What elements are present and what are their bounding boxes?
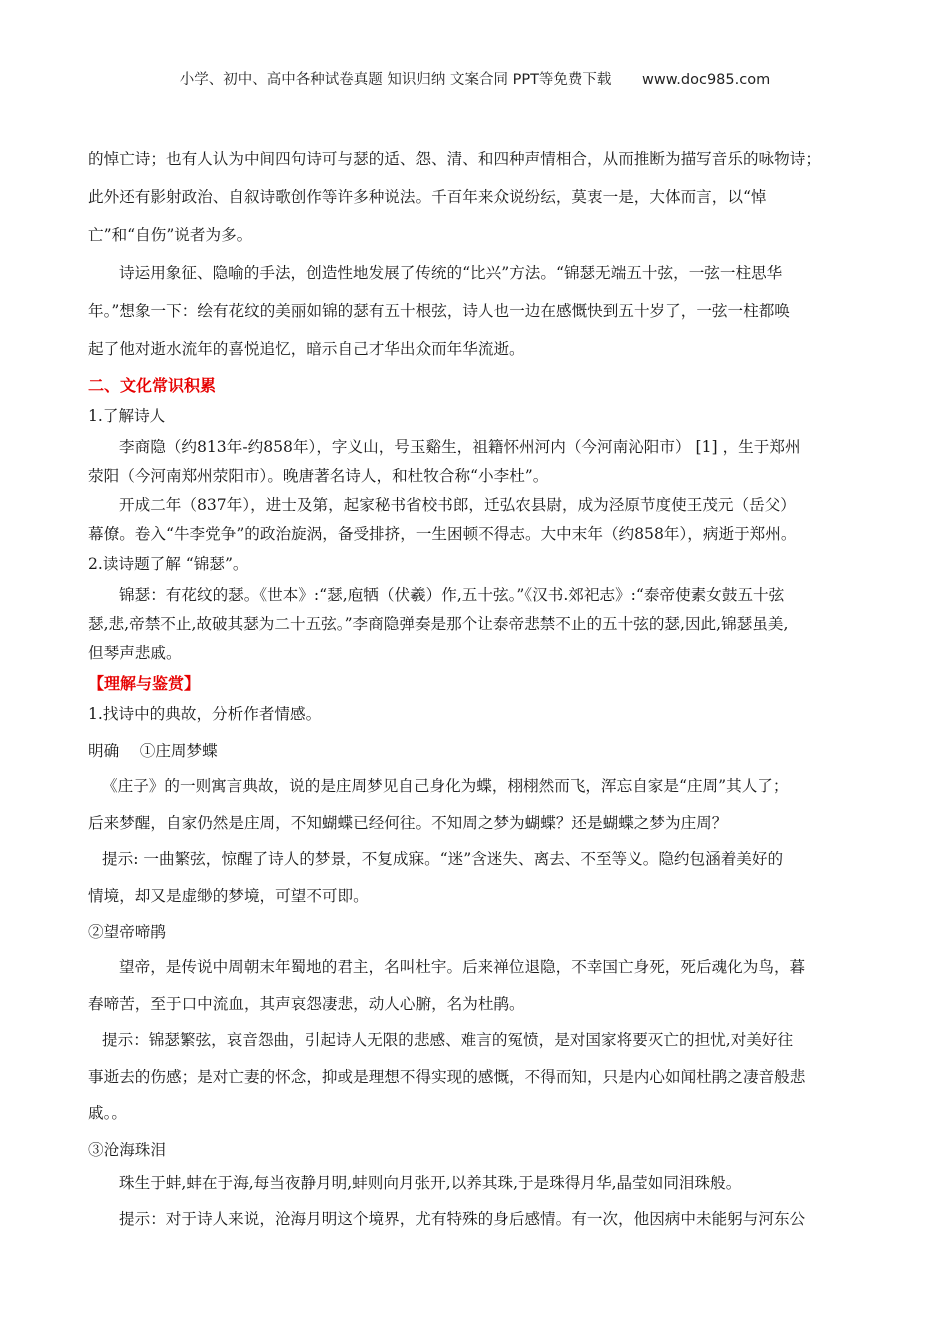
answer-label: 明确 ①庄周梦蝶 [88,742,218,760]
intro-para2-line: 年。”想象一下：绘有花纹的美丽如锦的瑟有五十根弦，诗人也一边在感慨快到五十岁了，一弦一柱都唤 [88,302,790,320]
hint-text: 戚。。 [88,1104,127,1122]
section-heading: 【理解与鉴赏】 [88,674,201,693]
intro-para2-line: 诗运用象征、隐喻的手法，创造性地发展了传统的“比兴”方法。“锦瑟无端五十弦，一弦一柱思华 [119,264,783,282]
answer-label: ③沧海珠泪 [88,1140,166,1159]
poet-line: 开成二年（837年），进士及第，起家秘书省校书郎，迁弘农县尉，成为泾原节度使王茂元（岳父） [119,496,796,514]
answer-label: ②望帝啼鹃 [88,923,166,941]
header-site[interactable]: www.doc985.com [642,72,771,88]
hint-text: 提示: 一曲繁弦，惊醒了诗人的梦景，不复成寐。“迷”含迷失、离去、不至等义。隐约包涵着美好的 [102,850,784,868]
question: 1.找诗中的典故，分析作者情感。 [88,705,322,723]
answer-text: 望帝，是传说中周朝末年蜀地的君主，名叫杜宇。后来禅位退隐，不幸国亡身死，死后魂化为鸟，暮 [119,958,806,976]
poet-line: 幕僚。卷入“牛李党争”的政治旋涡，备受排挤，一生困顿不得志。大中末年（约858年），病逝于郑州。 [88,525,797,543]
hint-text: 情境，却又是虚缈的梦境，可望不可即。 [88,886,369,905]
page-header [0,68,950,89]
section-heading: 二、文化常识积累 [88,376,217,395]
intro-para2-line: 起了他对逝水流年的喜悦追忆，暗示自己才华出众而年华流逝。 [88,340,525,358]
hint-text: 提示：对于诗人来说，沧海月明这个境界，尤有特殊的身后感情。有一次，他因病中未能躬与河东公 [119,1210,806,1228]
answer-text: 后来梦醒，自家仍然是庄周，不知蝴蝶已经何往。不知周之梦为蝴蝶？还是蝴蝶之梦为庄周？ [88,813,728,832]
intro-line: 的悼亡诗；也有人认为中间四句诗可与瑟的适、怨、清、和四种声情相合，从而推断为描写音乐的咏物诗； [88,150,821,168]
jinse-line: 瑟,悲,帝禁不止,故破其瑟为二十五弦。”李商隐弹奏是那个让泰帝悲禁不止的五十弦的瑟,因此,锦瑟虽美, [88,615,789,633]
intro-line: 此外还有影射政治、自叙诗歌创作等许多种说法。千百年来众说纷纭，莫衷一是，大体而言，以“悼 [88,188,767,206]
answer-text: 春啼苦，至于口中流血，其声哀怨凄悲，动人心腑，名为杜鹃。 [88,994,525,1013]
subheading: 2.读诗题了解 “锦瑟”。 [88,555,249,573]
hint-text: 提示：锦瑟繁弦，哀音怨曲，引起诗人无限的悲感、难言的冤愤，是对国家将要灭亡的担忧,对美好往 [102,1031,794,1049]
intro-line: 亡”和“自伤”说者为多。 [88,226,253,244]
jinse-line: 锦瑟：有花纹的瑟。《世本》:“瑟,庖牺（伏羲）作,五十弦。”《汉书.郊祀志》:“泰帝使素女鼓五十弦 [119,586,785,604]
document-body [88,140,872,1238]
header-text: 小学、初中、高中各种试卷真题 知识归纳 文案合同 PPT等免费下载 [179,72,612,88]
poet-line: 荥阳（今河南郑州荥阳市）。晚唐著名诗人，和杜牧合称“小李杜”。 [88,467,549,485]
answer-text: 《庄子》的一则寓言典故，说的是庄周梦见自己身化为蝶，栩栩然而飞，浑忘自家是“庄周”其人了； [102,777,789,795]
subheading: 1.了解诗人 [88,407,166,425]
answer-text: 珠生于蚌,蚌在于海,每当夜静月明,蚌则向月张开,以养其珠,于是珠得月华,晶莹如同泪珠般。 [119,1173,742,1192]
poet-line: 李商隐（约813年-约858年），字义山，号玉谿生，祖籍怀州河内（今河南沁阳市） [1] ，生于郑州 [119,438,801,456]
jinse-line: 但琴声悲戚。 [88,644,182,662]
hint-text: 事逝去的伤感；是对亡妻的怀念，抑或是理想不得实现的感慨，不得而知，只是内心如闻杜鹃之凄音般悲 [88,1067,806,1086]
